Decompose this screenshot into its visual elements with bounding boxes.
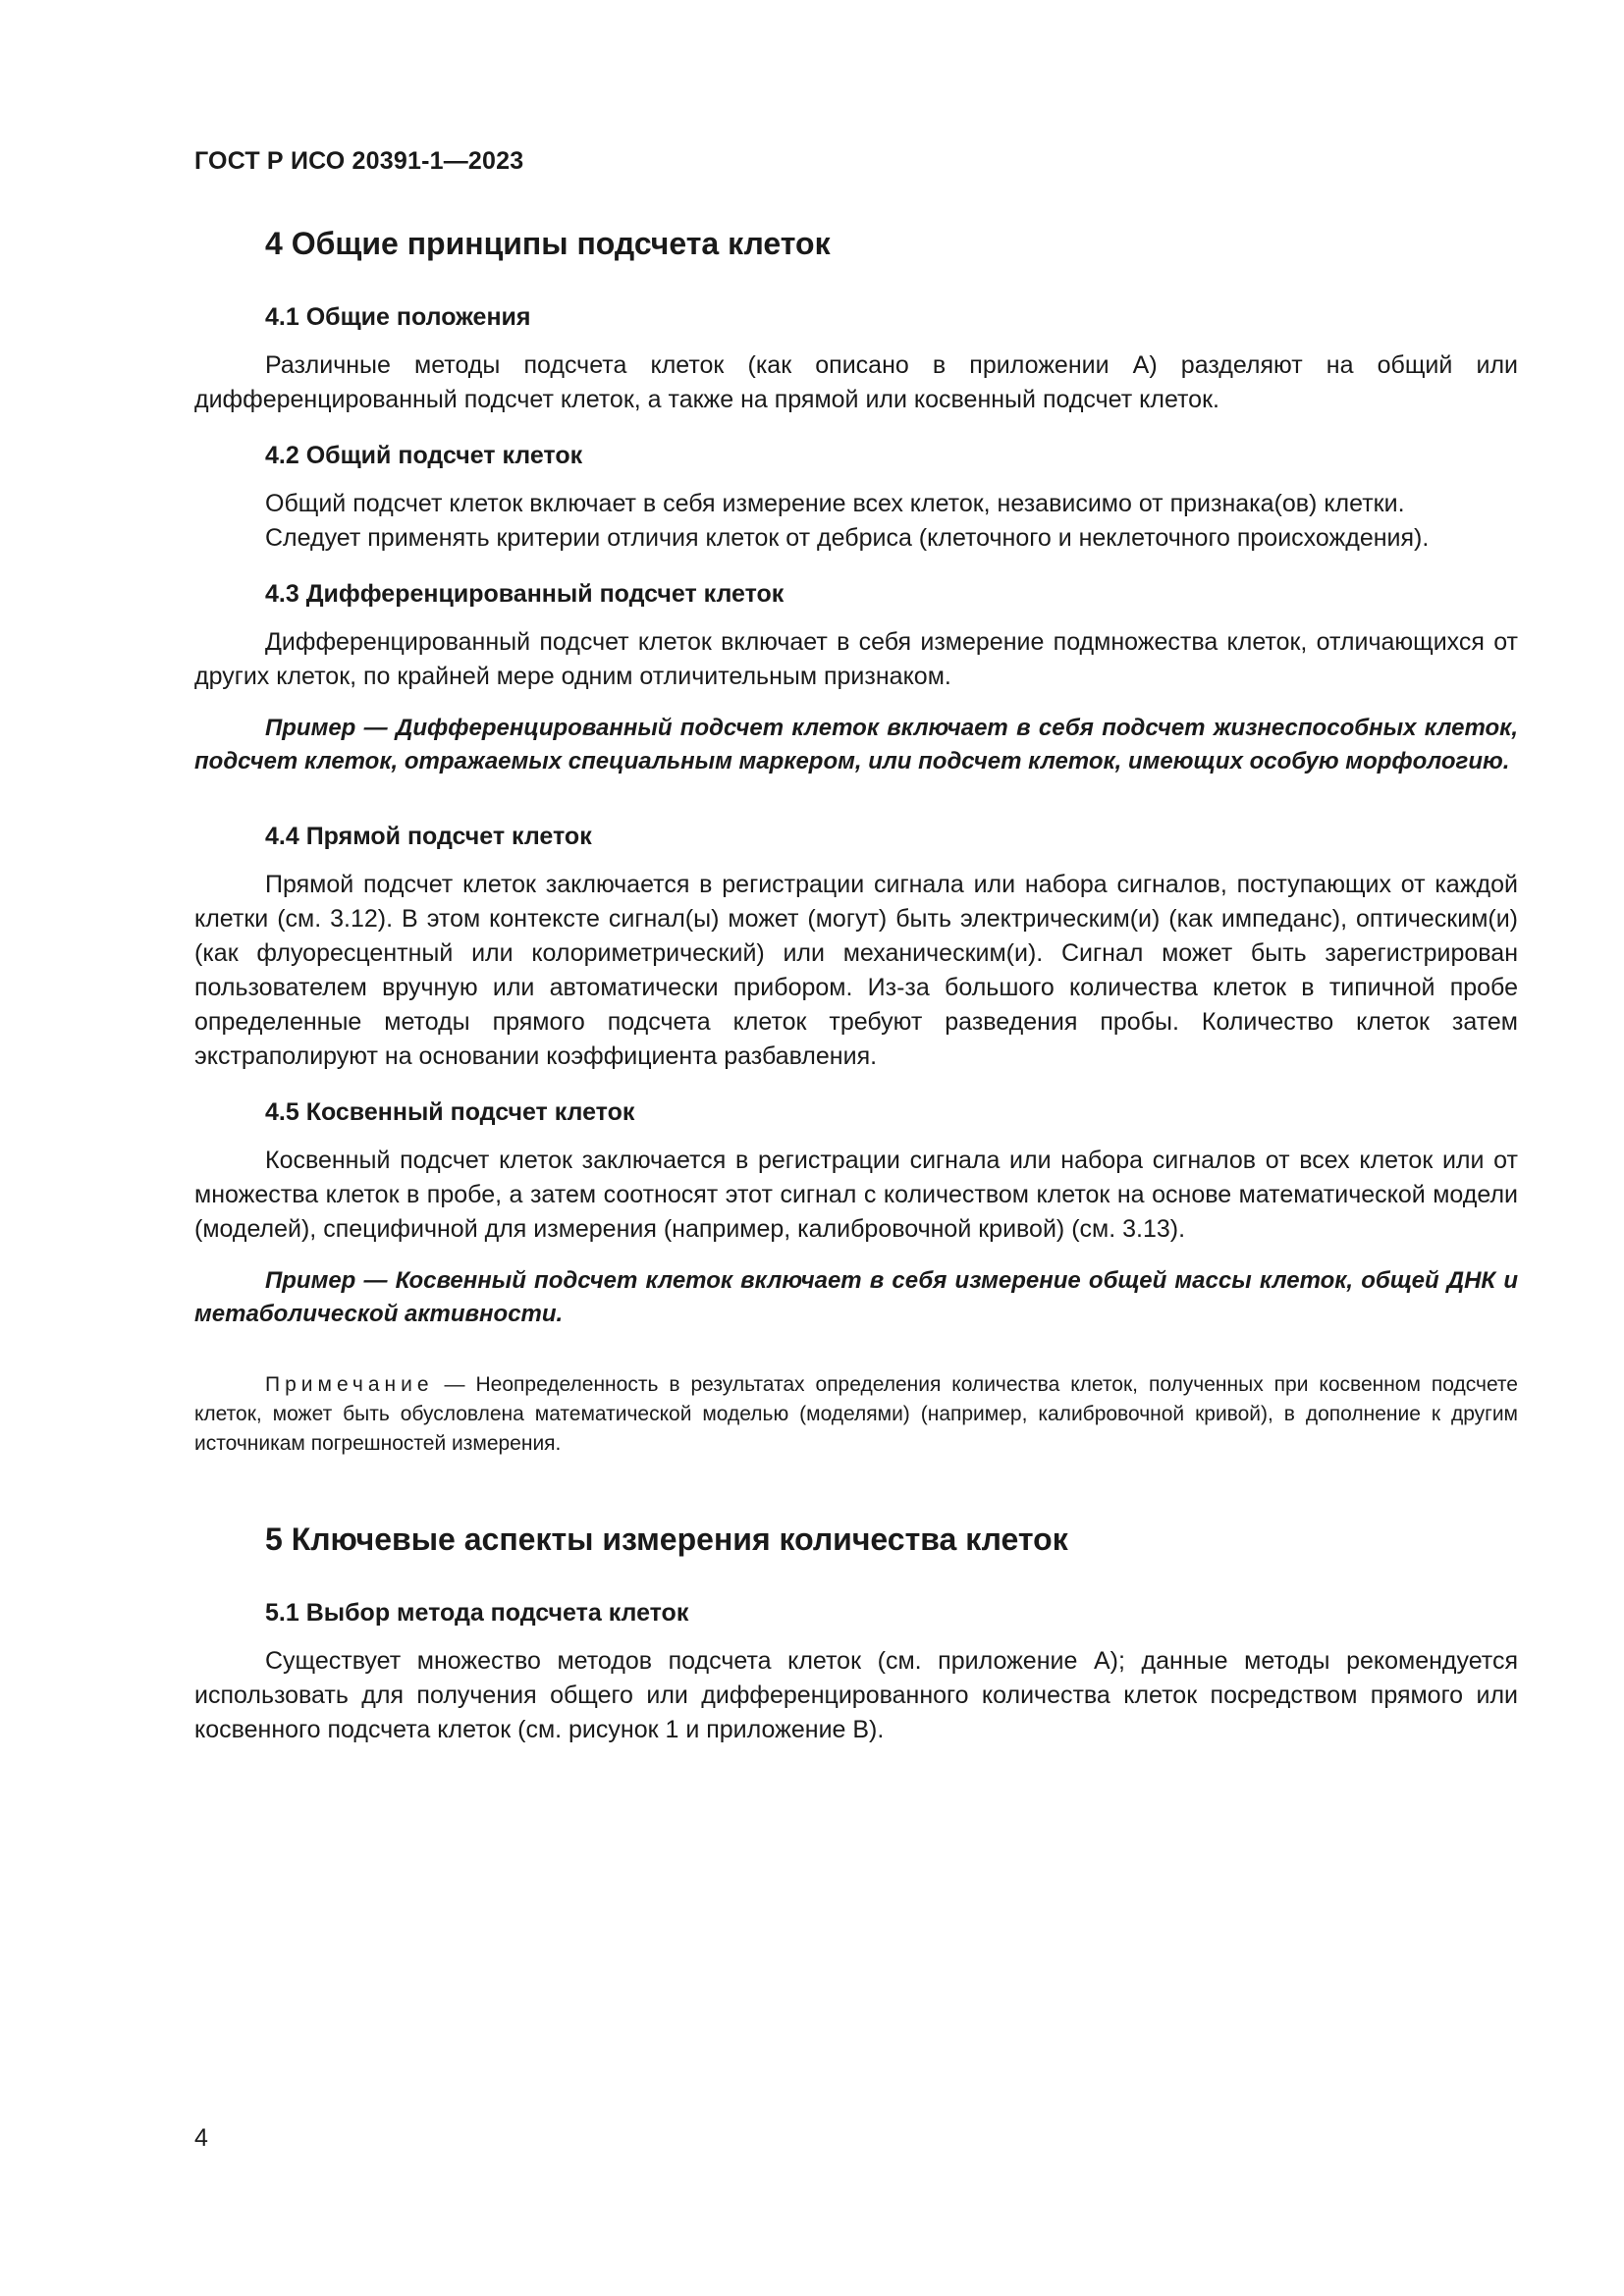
subsection-4-1-paragraph: Различные методы подсчета клеток (как описано в приложении А) разделяют на общий или дифференцированный подсчет клеток, а также на прямой или косвенный подсчет клеток. [194, 351, 1518, 413]
subsection-4-2-paragraph-2: Следует применять критерии отличия клеток от дебриса (клеточного и неклеточного происхождения). [265, 524, 1430, 552]
subsection-4-5-note [194, 1370, 1518, 1459]
page-number: 4 [194, 2124, 208, 2152]
subsection-4-4-paragraph: Прямой подсчет клеток заключается в регистрации сигнала или набора сигналов, поступающих от каждой клетки (см. 3.12). В этом контексте сигнал(ы) может (могут) быть электрическим(и) (как импеданс), оптическим(и) (как флуоресцентный или колориметрический) или механическим(и). Сигнал может быть зарегистрирован пользователем вручную или автоматически прибором. Из-за большого количества клеток в типичной пробе определенные методы прямого подсчета клеток требуют разведения пробы. Количество клеток затем экстраполируют на основании коэффициента разбавления. [194, 871, 1518, 1070]
subsection-4-3-title: 4.3 Дифференцированный подсчет клеток [265, 580, 785, 608]
subsection-4-4-title: 4.4 Прямой подсчет клеток [265, 823, 592, 850]
subsection-4-2-paragraph-1: Общий подсчет клеток включает в себя измерение всех клеток, независимо от признака(ов) клетки. [265, 490, 1405, 517]
subsection-4-5-paragraph: Косвенный подсчет клеток заключается в регистрации сигнала или набора сигналов от всех клеток или от множества клеток в пробе, а затем соотносят этот сигнал с количеством клеток на основе математической модели (моделей), специфичной для измерения (например, калибровочной кривой) (см. 3.13). [194, 1147, 1518, 1243]
subsection-5-1-paragraph: Существует множество методов подсчета клеток (см. приложение А); данные методы рекомендуется использовать для получения общего или дифференцированного количества клеток посредством прямого или косвенного подсчета клеток (см. рисунок 1 и приложение В). [194, 1647, 1518, 1743]
subsection-4-3-paragraph: Дифференцированный подсчет клеток включает в себя измерение подмножества клеток, отличающихся от других клеток, по крайней мере одним отличительным признаком. [194, 628, 1518, 690]
section-5-title: 5 Ключевые аспекты измерения количества клеток [265, 1522, 1068, 1557]
section-4-title: 4 Общие принципы подсчета клеток [265, 226, 831, 261]
page-content [194, 222, 1518, 1747]
document-code-header: ГОСТ Р ИСО 20391-1—2023 [194, 147, 524, 175]
subsection-4-5-title: 4.5 Косвенный подсчет клеток [265, 1098, 635, 1126]
subsection-4-3-example: Пример — Дифференцированный подсчет клеток включает в себя подсчет жизнеспособных клеток, подсчет клеток, отражаемых специальным маркером, или подсчет клеток, имеющих особую морфологию. [194, 715, 1518, 774]
note-text: — Неопределенность в результатах определения количества клеток, полученных при косвенном подсчете клеток, может быть обусловлена математической моделью (моделями) (например, калибровочной кривой), в дополнение к другим источникам погрешностей измерения. [194, 1373, 1518, 1455]
subsection-4-1-title: 4.1 Общие положения [265, 303, 531, 331]
subsection-5-1-title: 5.1 Выбор метода подсчета клеток [265, 1599, 689, 1627]
subsection-4-5-example: Пример — Косвенный подсчет клеток включает в себя измерение общей массы клеток, общей ДНК и метаболической активности. [194, 1267, 1518, 1327]
subsection-4-2-title: 4.2 Общий подсчет клеток [265, 442, 583, 469]
note-label: Примечание [265, 1373, 434, 1396]
